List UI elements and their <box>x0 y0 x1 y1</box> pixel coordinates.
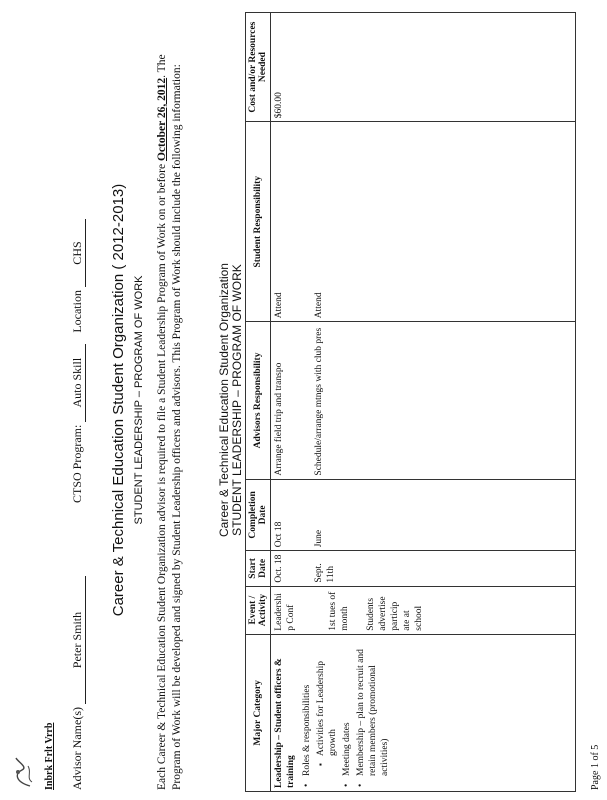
start-date-2: Sept. 11th <box>314 563 336 583</box>
col-cost-resources: Cost and/or Resources Needed <box>246 13 271 122</box>
table-title <box>218 0 244 800</box>
location-field: CHS <box>70 219 86 287</box>
category-bullets <box>301 638 391 788</box>
event-students: Students advertise particip ate at school <box>366 596 424 631</box>
bullet-membership: • Membership – plan to recruit and retain members (promotional activities) <box>355 638 391 776</box>
col-advisors-responsibility: Advisors Responsibility <box>246 322 271 479</box>
page-title: Career & Technical Education Student Organization ( 2012-2013) <box>110 183 127 617</box>
cost-1: $60.00 <box>274 92 284 119</box>
advisor-info-line <box>70 219 86 790</box>
start-cell <box>271 551 576 586</box>
logo-caption: Inbrk Frlt Vrrb <box>44 722 55 790</box>
col-completion-date: Completion Date <box>246 479 271 551</box>
col-major-category: Major Category <box>246 634 271 791</box>
advisor-name-field: Peter Smith <box>70 576 86 704</box>
location-label: Location <box>70 290 84 333</box>
cost-cell <box>271 13 576 122</box>
student-resp-2: Attend <box>314 292 324 319</box>
col-student-responsibility: Student Responsibility <box>246 122 271 322</box>
completion-date-2: June <box>314 529 324 548</box>
advisor-cell <box>271 322 576 479</box>
bullet-activities: ▪ Activities for Leadership growth <box>315 638 339 756</box>
event-leadership-conf: Leadershi p Conf <box>274 593 296 631</box>
student-cell <box>271 122 576 322</box>
intro-text-1: Each Career & Technical Education Student Organization advisor is required to file a Student Leadership Program of Work on or before <box>156 161 168 790</box>
table-row <box>271 13 576 792</box>
col-event-activity: Event / Activity <box>246 586 271 634</box>
table-title-line-2: STUDENT LEADERSHIP – PROGRAM OF WORK <box>230 264 244 536</box>
student-resp-1: Attend <box>274 292 284 319</box>
category-heading: Leadership – Student officers & training <box>274 658 296 788</box>
bullet-roles: • Roles & responsibilities ▪ Activities for Leadership growth <box>301 638 339 776</box>
advisor-resp-2: Schedule/arrange mtngs with club pres <box>314 327 324 476</box>
completion-date-1: Oct 18 <box>274 521 284 548</box>
table-header-row <box>246 13 271 792</box>
page-subtitle: STUDENT LEADERSHIP – PROGRAM OF WORK <box>133 275 145 525</box>
category-cell <box>271 634 576 791</box>
program-of-work-table <box>245 12 576 792</box>
advisor-resp-1: Arrange field trip and transpo <box>274 362 284 476</box>
bullet-meeting-dates: • Meeting dates <box>341 638 353 776</box>
intro-deadline: October 26, 2012 <box>156 77 168 162</box>
col-start-date: Start Date <box>246 551 271 586</box>
school-logo <box>10 752 36 792</box>
event-meeting: 1st tues of month <box>328 591 350 631</box>
event-cell <box>271 586 576 634</box>
intro-text-2: . The Program of Work will be developed and signed by Student Leadership officers and advisors. This Program of Work should include the following information: <box>156 54 183 790</box>
table-title-line-1: Career & Technical Education Student Organization <box>217 263 231 537</box>
ctso-label: CTSO Program: <box>70 424 84 504</box>
advisor-label: Advisor Name(s) <box>70 707 84 790</box>
page-number: Page 1 of 5 <box>590 744 601 790</box>
start-date-1: Oct. 18 <box>274 554 284 583</box>
ctso-program-field: Auto Skill <box>70 344 86 422</box>
intro-paragraph <box>155 20 185 790</box>
completion-cell <box>271 479 576 551</box>
